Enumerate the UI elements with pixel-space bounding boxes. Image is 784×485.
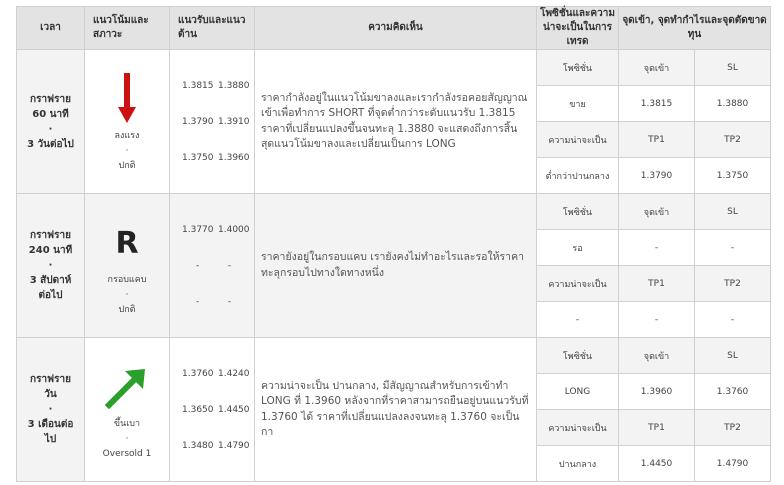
sub-label: โพซิชั่น [537, 338, 619, 374]
sub-label: SL [695, 194, 771, 230]
table-row [17, 338, 771, 374]
timeframe-line: กราฟราย [30, 374, 71, 385]
sub-label: ความน่าจะเป็น [537, 266, 619, 302]
timeframe-separator: · [48, 260, 53, 271]
timeframe-cell [17, 50, 85, 194]
timeframe-cell [17, 194, 85, 338]
support-value: 1.3650 [182, 404, 214, 415]
sub-label: ความน่าจะเป็น [537, 410, 619, 446]
level-row [182, 140, 254, 176]
levels-cell [170, 194, 255, 338]
probability-value: ต่ำกว่าปานกลาง [537, 158, 619, 194]
header-comment: ความคิดเห็น [255, 7, 537, 50]
header-time: เวลา [17, 7, 85, 50]
analysis-table-container [16, 6, 770, 482]
header-position: โพซิชั่นและความน่าจะเป็นในการเทรด [537, 7, 619, 50]
support-value: 1.3770 [182, 224, 214, 235]
support-value: 1.3480 [182, 440, 214, 451]
comment-cell: ความน่าจะเป็น ปานกลาง, มีสัญญาณสำหรับการเข้าทำ LONG ที่ 1.3960 หลังจากที่ราคาสามารถยืนอยู่บนแนวรับที่ 1.3760 ได้ ราคาที่เปลี่ยนแปลงลงจนทะลุ 1.3760 จะเป็นกา [255, 338, 537, 482]
support-value: 1.3815 [182, 80, 214, 91]
support-value: 1.3790 [182, 116, 214, 127]
probability-value: ปานกลาง [537, 446, 619, 482]
sub-label: TP2 [695, 122, 771, 158]
trend-separator: · [125, 290, 129, 300]
sub-label: TP2 [695, 410, 771, 446]
tp2-value: - [695, 302, 771, 338]
sub-label: จุดเข้า [619, 338, 695, 374]
levels-cell [170, 338, 255, 482]
trend-separator: · [125, 434, 129, 444]
timeframe-line: 240 นาที [28, 245, 73, 256]
sub-label: TP1 [619, 410, 695, 446]
resistance-value: 1.4790 [218, 440, 250, 451]
trend-cell [85, 338, 170, 482]
trend-label: ขึ้นเบา [113, 419, 141, 429]
header-levels: แนวรับและแนวต้าน [170, 7, 255, 50]
trend-label: กรอบแคบ [107, 275, 147, 285]
trend-label: ลงแรง [114, 131, 140, 141]
entry-value: 1.3815 [619, 86, 695, 122]
condition-label: Oversold 1 [102, 449, 152, 459]
analysis-table [16, 6, 771, 482]
position-value: รอ [537, 230, 619, 266]
position-value: ขาย [537, 86, 619, 122]
sl-value: 1.3880 [695, 86, 771, 122]
trend-separator: · [125, 146, 129, 156]
level-row [182, 356, 254, 392]
levels-cell [170, 50, 255, 194]
table-row [17, 50, 771, 86]
timeframe-line: 3 เดือนต่อ [27, 419, 74, 430]
table-row [17, 194, 771, 230]
resistance-value: 1.4240 [218, 368, 250, 379]
level-row [182, 68, 254, 104]
trend-cell [85, 50, 170, 194]
arrow-down-icon [117, 73, 137, 125]
sub-label: SL [695, 50, 771, 86]
level-row [182, 428, 254, 464]
timeframe-line: วัน [44, 389, 57, 400]
position-value: LONG [537, 374, 619, 410]
support-value: - [196, 296, 200, 307]
timeframe-line: ต่อไป [38, 290, 63, 301]
timeframe-line: กราฟราย [30, 230, 71, 241]
sub-label: ความน่าจะเป็น [537, 122, 619, 158]
condition-label: ปกติ [118, 161, 136, 171]
tp2-value: 1.4790 [695, 446, 771, 482]
header-targets: จุดเข้า, จุดทำกำไรและจุดตัดขาดทุน [619, 7, 771, 50]
condition-label: ปกติ [118, 305, 136, 315]
resistance-value: 1.4450 [218, 404, 250, 415]
level-row [182, 392, 254, 428]
resistance-value: - [227, 260, 232, 271]
support-value: 1.3750 [182, 152, 214, 163]
resistance-value: 1.3880 [218, 80, 250, 91]
timeframe-line: 60 นาที [32, 108, 69, 120]
entry-value: 1.3960 [619, 374, 695, 410]
tp2-value: 1.3750 [695, 158, 771, 194]
resistance-value: - [227, 296, 232, 307]
sub-label: TP1 [619, 122, 695, 158]
resistance-value: 1.3910 [218, 116, 250, 127]
header-trend: แนวโน้มและสภาวะ [85, 7, 170, 50]
timeframe-separator: · [48, 123, 53, 135]
timeframe-cell [17, 338, 85, 482]
comment-cell: ราคากำลังอยู่ในแนวโน้มขาลงและเรากำลังรอคอยสัญญาณเข้าเพื่อทำการ SHORT ที่จุดต่ำกว่าระดับแนวรับ 1.3815 ราคาที่เปลี่ยนแปลงขึ้นจนทะลุ 1.3880 จะแสดงถึงการสิ้นสุดแนวโน้มขาลงและเปลี่ยนเป็นการ LONG [255, 50, 537, 194]
resistance-value: 1.3960 [218, 152, 250, 163]
tp1-value: 1.4450 [619, 446, 695, 482]
level-row [182, 212, 254, 248]
sub-label: โพซิชั่น [537, 194, 619, 230]
sl-value: 1.3760 [695, 374, 771, 410]
trend-cell [85, 194, 170, 338]
sub-label: TP2 [695, 266, 771, 302]
level-row [182, 284, 254, 320]
sub-label: SL [695, 338, 771, 374]
entry-value: - [619, 230, 695, 266]
tp1-value: - [619, 302, 695, 338]
sl-value: - [695, 230, 771, 266]
header-row [17, 7, 771, 50]
level-row [182, 248, 254, 284]
timeframe-line: 3 สัปดาห์ [29, 275, 72, 286]
range-r-icon: R [115, 225, 139, 261]
timeframe-line: กราฟราย [30, 93, 71, 105]
timeframe-line: ไป [44, 434, 57, 445]
sub-label: โพซิชั่น [537, 50, 619, 86]
timeframe-separator: · [48, 404, 53, 415]
support-value: 1.3760 [182, 368, 214, 379]
sub-label: จุดเข้า [619, 194, 695, 230]
tp1-value: 1.3790 [619, 158, 695, 194]
comment-cell: ราคายังอยู่ในกรอบแคบ เรายังคงไม่ทำอะไรและรอให้ราคาทะลุกรอบไปทางใดทางหนึ่ง [255, 194, 537, 338]
sub-label: จุดเข้า [619, 50, 695, 86]
sub-label: TP1 [619, 266, 695, 302]
resistance-value: 1.4000 [218, 224, 250, 235]
support-value: - [196, 260, 200, 271]
arrow-up-right-icon [105, 365, 149, 409]
timeframe-line: 3 วันต่อไป [27, 138, 74, 150]
level-row [182, 104, 254, 140]
probability-value: - [537, 302, 619, 338]
